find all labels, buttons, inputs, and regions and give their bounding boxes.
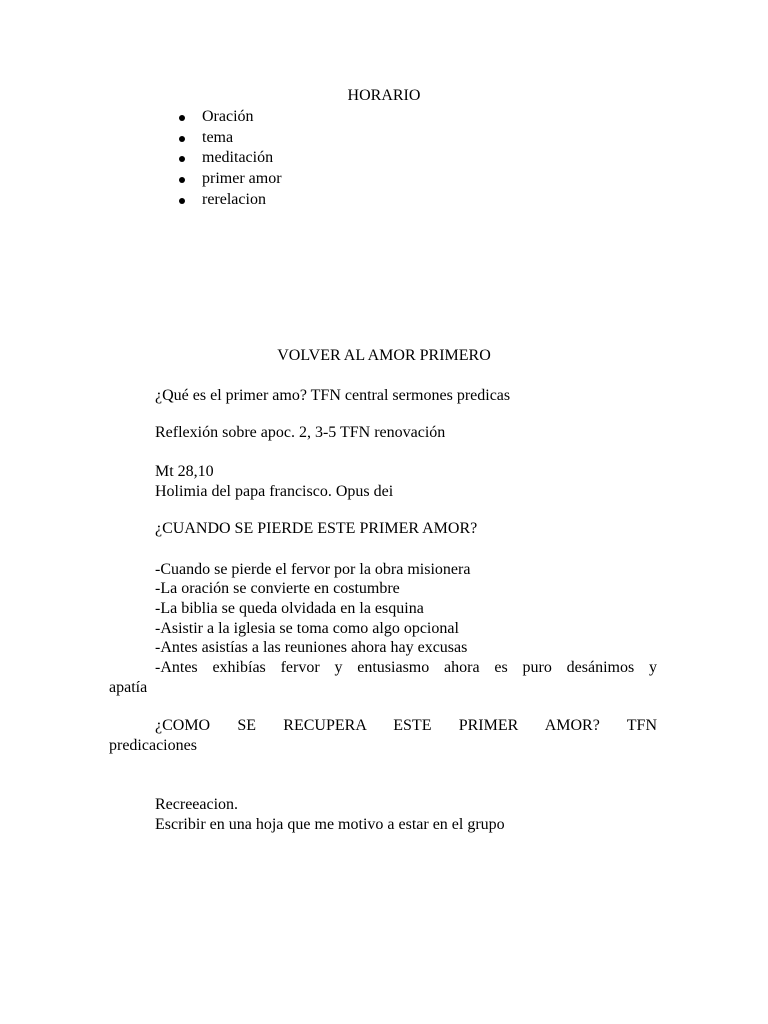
bullet-icon [179,177,185,183]
bullet-icon [179,136,185,142]
list-item-continuation: apatía [109,679,148,696]
list-item: primer amor [176,169,282,190]
bullet-icon [179,198,185,204]
question-heading: ¿COMO SE RECUPERA ESTE PRIMER AMOR? TFN [155,717,657,734]
paragraph-line: Recreeacion. [155,796,239,813]
list-item: tema [176,128,282,149]
paragraph-line: Reflexión sobre apoc. 2, 3-5 TFN renovación [155,424,446,441]
section-title: VOLVER AL AMOR PRIMERO [277,347,491,364]
question-heading: ¿CUANDO SE PIERDE ESTE PRIMER AMOR? [155,520,478,537]
list-item: -Antes asistías a las reuniones ahora hay excusas [155,639,468,656]
list-item: -La oración se convierte en costumbre [155,580,400,597]
paragraph-line: Holimia del papa francisco. Opus dei [155,483,394,500]
paragraph-line: Mt 28,10 [155,463,214,480]
list-item: -La biblia se queda olvidada en la esquina [155,600,424,617]
bullet-icon [179,156,185,162]
horario-list [176,107,282,210]
list-item: meditación [176,148,282,169]
list-item: -Asistir a la iglesia se toma como algo opcional [155,620,459,637]
horario-title: HORARIO [347,87,421,104]
question-continuation: predicaciones [109,737,197,754]
list-item: Oración [176,107,282,128]
list-item: -Antes exhibías fervor y entusiasmo ahora es puro desánimos y [155,659,657,676]
list-item: -Cuando se pierde el fervor por la obra misionera [155,561,471,578]
paragraph-line: ¿Qué es el primer amo? TFN central sermones predicas [155,387,511,404]
bullet-icon [179,115,185,121]
paragraph-line: Escribir en una hoja que me motivo a estar en el grupo [155,816,505,833]
list-item: rerelacion [176,190,282,211]
